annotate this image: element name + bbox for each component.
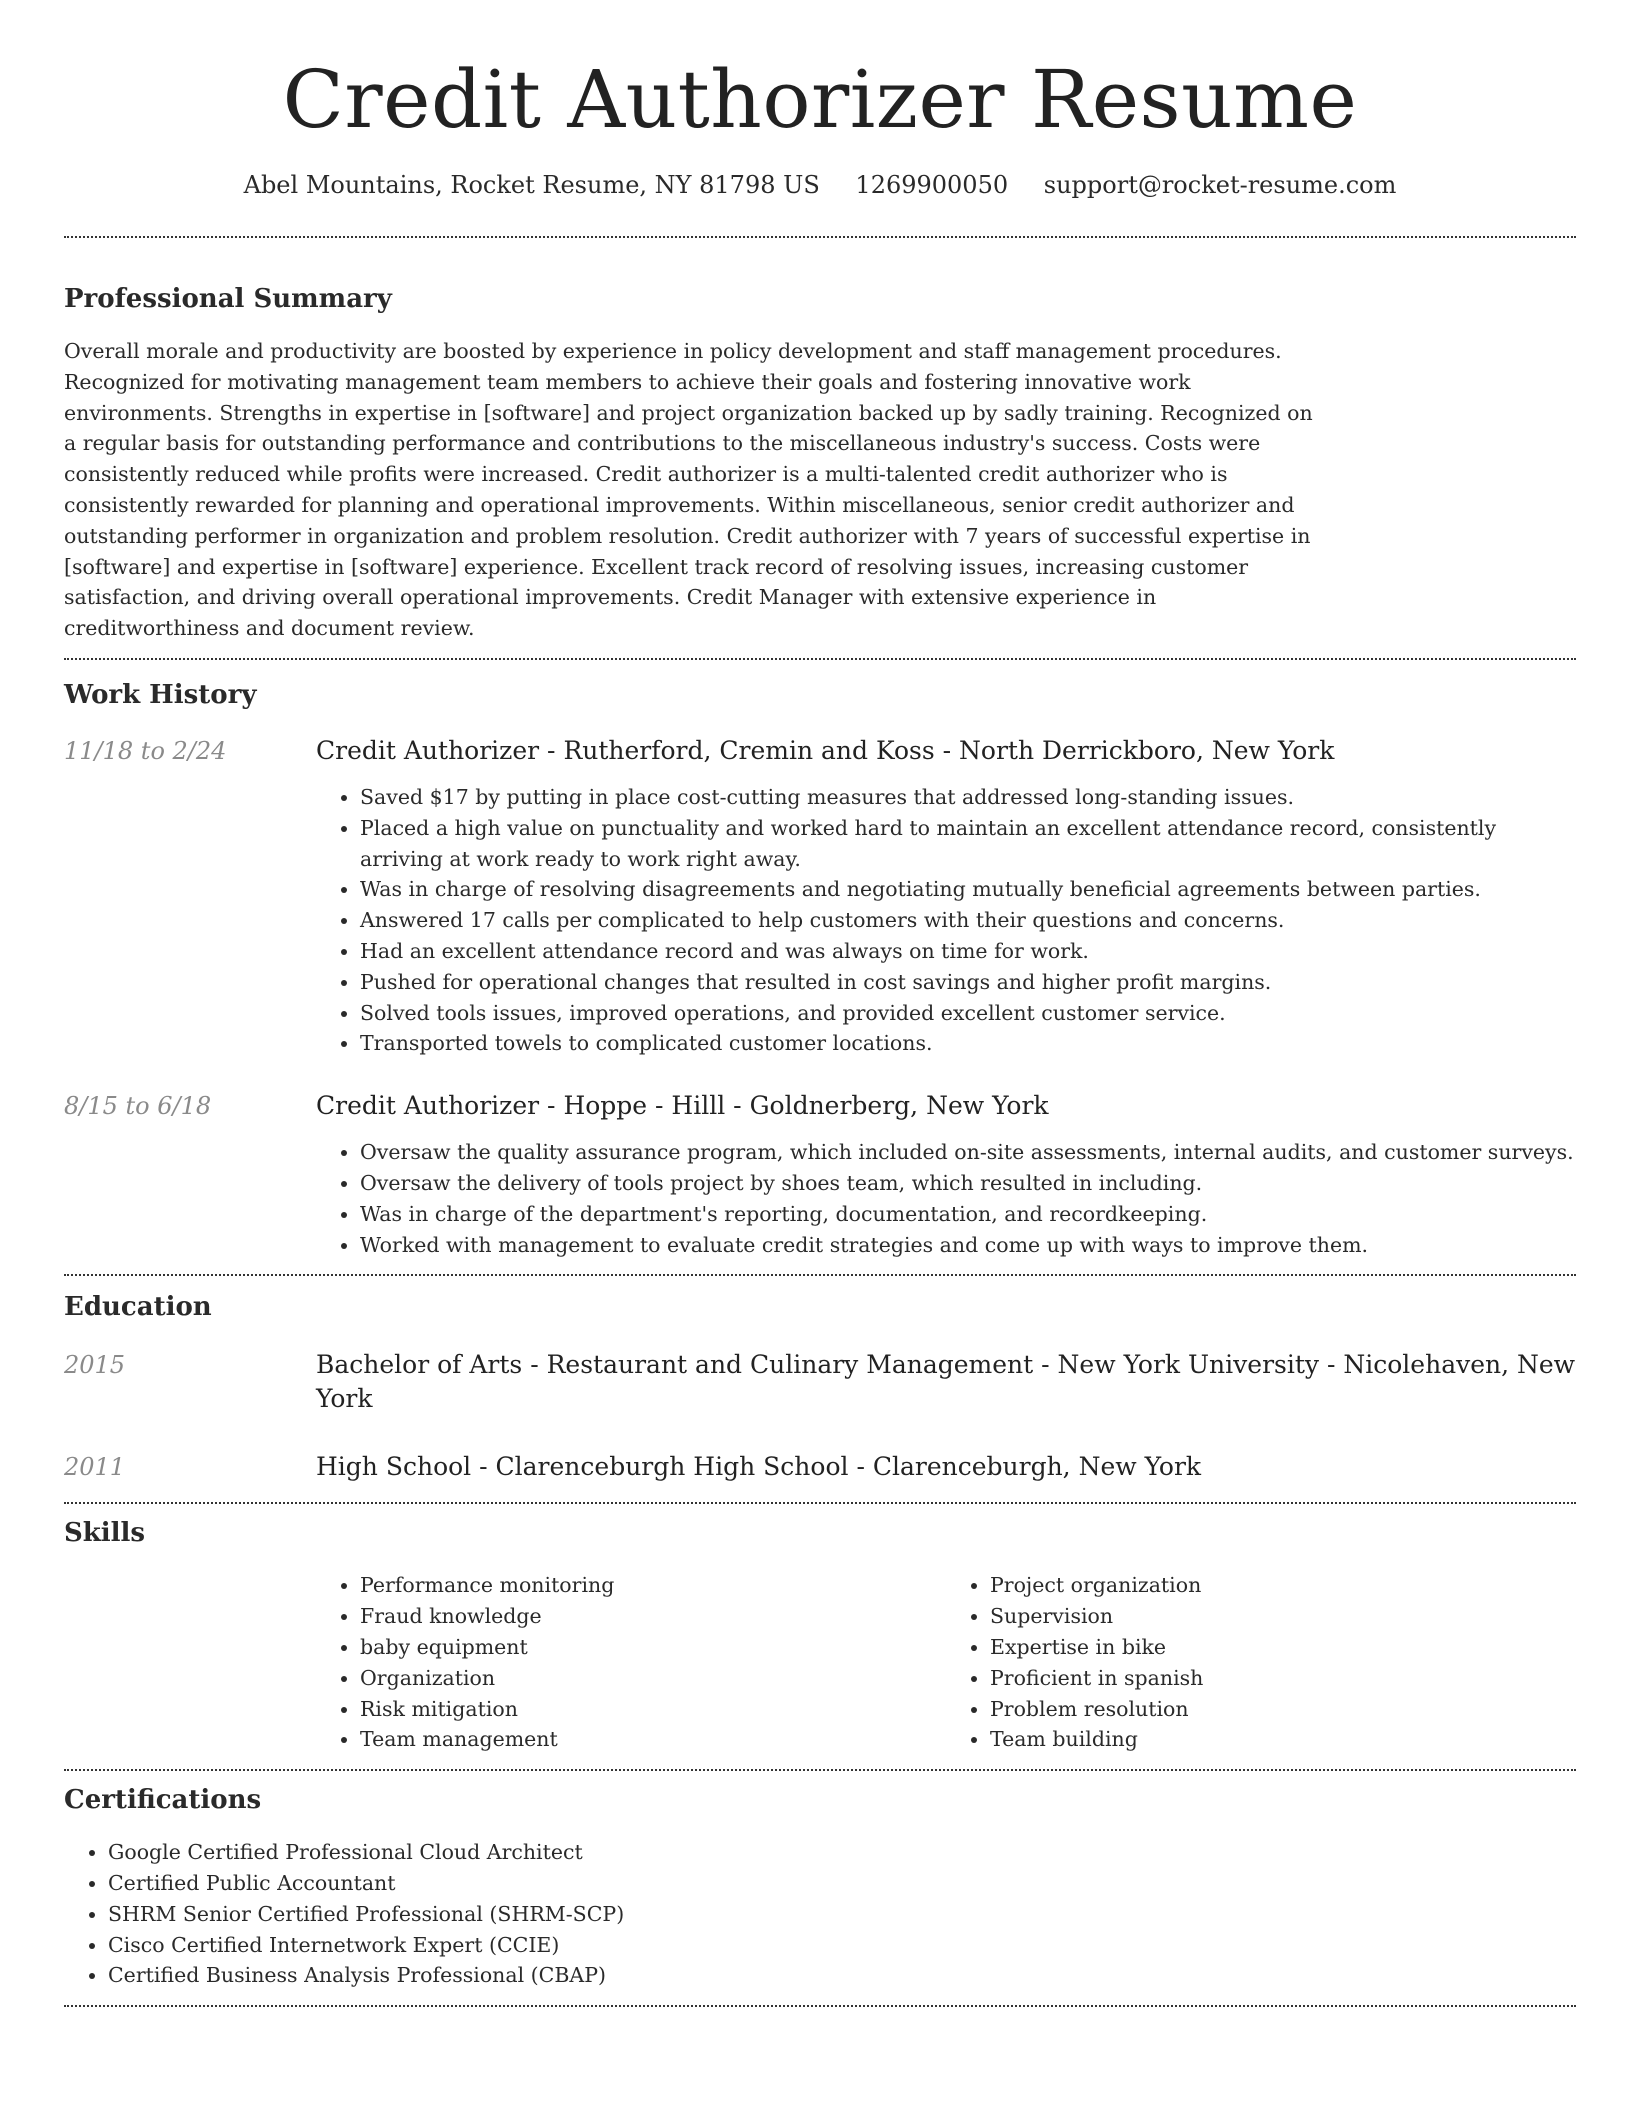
skill-item: • Problem resolution xyxy=(990,1694,1576,1725)
skill-item: • Supervision xyxy=(990,1601,1576,1632)
contact-email[interactable]: support@rocket-resume.com xyxy=(1043,171,1397,199)
work-history-section xyxy=(64,678,1576,1260)
education-section xyxy=(64,1290,1576,1484)
job-bullet: • Saved $17 by putting in place cost-cutting measures that addressed long-standing issues. xyxy=(360,782,1576,813)
skill-item: • Risk mitigation xyxy=(360,1694,946,1725)
separator: - xyxy=(725,1091,750,1121)
skill-item: • Team management xyxy=(360,1724,946,1755)
divider xyxy=(64,2005,1576,2007)
separator: - xyxy=(1319,1350,1344,1380)
job-bullet: • Transported towels to complicated customer locations. xyxy=(360,1028,1576,1059)
section-title-work-history: Work History xyxy=(64,679,257,710)
job-entry xyxy=(64,734,1576,1059)
section-title-summary: Professional Summary xyxy=(64,284,392,314)
skills-section xyxy=(64,1516,1576,1755)
divider xyxy=(64,658,1576,660)
education-headline xyxy=(316,1450,1576,1484)
job-headline xyxy=(316,734,1576,768)
resume-page xyxy=(64,0,1576,2007)
skill-item: • Fraud knowledge xyxy=(360,1601,946,1632)
skills-list-left xyxy=(316,1570,946,1755)
job-dates: 11/18 to 2/24 xyxy=(64,736,227,765)
skill-item: • Organization xyxy=(360,1663,946,1694)
job-bullet: • Was in charge of resolving disagreements and negotiating mutually beneficial agreements between parties. xyxy=(360,874,1576,905)
job-company: Hoppe - Hilll xyxy=(563,1091,726,1121)
separator: - xyxy=(539,1091,564,1121)
skill-item: • Expertise in bike xyxy=(990,1632,1576,1663)
job-location: North Derrickboro, New York xyxy=(959,735,1335,765)
separator: - xyxy=(934,735,960,765)
section-title-certifications: Certifications xyxy=(64,1785,262,1816)
skill-item: • Project organization xyxy=(990,1570,1576,1601)
contact-line xyxy=(64,168,1576,202)
job-headline xyxy=(316,1089,1576,1123)
skills-list-right xyxy=(946,1570,1576,1755)
job-bullet: • Worked with management to evaluate credit strategies and come up with ways to improve them. xyxy=(360,1230,1576,1261)
separator: - xyxy=(1033,1350,1058,1380)
education-location: Nicolehaven, New York xyxy=(316,1350,1576,1414)
section-title-skills: Skills xyxy=(64,1518,146,1549)
skill-item: • Performance monitoring xyxy=(360,1570,946,1601)
divider xyxy=(64,1769,1576,1771)
certification-item: • Cisco Certified Internetwork Expert (CCIE) xyxy=(108,1930,1368,1961)
education-location: Clarenceburgh, New York xyxy=(872,1452,1202,1482)
certifications-section xyxy=(64,1783,1576,1991)
resume-title: Credit Authorizer Resume xyxy=(282,53,1358,146)
skills-grid xyxy=(316,1570,1576,1755)
skill-item: • baby equipment xyxy=(360,1632,946,1663)
certification-item: • SHRM Senior Certified Professional (SHRM-SCP) xyxy=(108,1899,1368,1930)
education-school: New York University xyxy=(1057,1350,1320,1380)
education-degree: High School xyxy=(316,1452,472,1482)
job-location: Goldnerberg, New York xyxy=(749,1091,1049,1121)
certification-item: • Certified Public Accountant xyxy=(108,1868,1368,1899)
job-bullet: • Oversaw the quality assurance program, which included on-site assessments, internal audits, and customer surveys. xyxy=(360,1137,1576,1168)
summary-text: Overall morale and productivity are boosted by experience in policy development and staff management procedures. Recognized for motivating management team members to achieve their goals and fostering innovative work environments. Strengths in expertise in [software] and project organization backed up by sadly training. Recognized on a regular basis for outstanding performance and contributions to the miscellaneous industry's success. Costs were consistently reduced while profits were increased. Credit authorizer is a multi-talented credit authorizer who is consistently rewarded for planning and operational improvements. Within miscellaneous, senior credit authorizer and outstanding performer in organization and problem resolution. Credit authorizer with 7 years of successful expertise in [software] and expertise in [software] experience. Excellent track record of resolving issues, increasing customer satisfaction, and driving overall operational improvements. Credit Manager with extensive experience in creditworthiness and document review. xyxy=(64,339,1313,641)
job-bullet: • Had an excellent attendance record and was always on time for work. xyxy=(360,936,1576,967)
certification-item: • Certified Business Analysis Professional (CBAP) xyxy=(108,1960,1368,1991)
divider xyxy=(64,1274,1576,1276)
certifications-list xyxy=(64,1837,1368,1991)
section-title-education: Education xyxy=(64,1292,212,1323)
job-bullets xyxy=(316,1137,1576,1260)
job-bullet: • Placed a high value on punctuality and worked hard to maintain an excellent attendance record, consistently arriving at work ready to work right away. xyxy=(360,813,1576,875)
job-bullet: • Oversaw the delivery of tools project by shoes team, which resulted in including. xyxy=(360,1168,1576,1199)
divider xyxy=(64,236,1576,238)
education-year: 2015 xyxy=(64,1351,126,1380)
job-bullet: • Was in charge of the department's reporting, documentation, and recordkeeping. xyxy=(360,1199,1576,1230)
separator: - xyxy=(471,1452,496,1482)
job-bullets xyxy=(316,782,1576,1059)
job-title: Credit Authorizer xyxy=(316,735,540,765)
skill-item: • Proficient in spanish xyxy=(990,1663,1576,1694)
separator: - xyxy=(539,735,564,765)
skill-item: • Team building xyxy=(990,1724,1576,1755)
summary-section xyxy=(64,282,1576,644)
job-bullet: • Solved tools issues, improved operations, and provided excellent customer service. xyxy=(360,998,1576,1029)
education-entry xyxy=(64,1450,1576,1484)
job-company: Rutherford, Cremin and Koss xyxy=(563,735,935,765)
education-entry xyxy=(64,1348,1576,1416)
contact-address: Abel Mountains, Rocket Resume, NY 81798 US xyxy=(243,171,820,199)
separator: - xyxy=(848,1452,873,1482)
divider xyxy=(64,1502,1576,1504)
job-title: Credit Authorizer xyxy=(316,1091,540,1121)
job-bullet: • Answered 17 calls per complicated to help customers with their questions and concerns. xyxy=(360,905,1576,936)
certification-item: • Google Certified Professional Cloud Architect xyxy=(108,1837,1368,1868)
job-entry xyxy=(64,1089,1576,1260)
job-dates: 8/15 to 6/18 xyxy=(64,1092,212,1121)
education-school: Clarenceburgh High School xyxy=(495,1452,849,1482)
education-headline xyxy=(316,1348,1576,1416)
job-bullet: • Pushed for operational changes that resulted in cost savings and higher profit margins. xyxy=(360,967,1576,998)
contact-phone: 1269900050 xyxy=(855,171,1009,199)
education-degree: Bachelor of Arts - Restaurant and Culinary Management xyxy=(316,1350,1034,1380)
education-year: 2011 xyxy=(64,1453,126,1482)
